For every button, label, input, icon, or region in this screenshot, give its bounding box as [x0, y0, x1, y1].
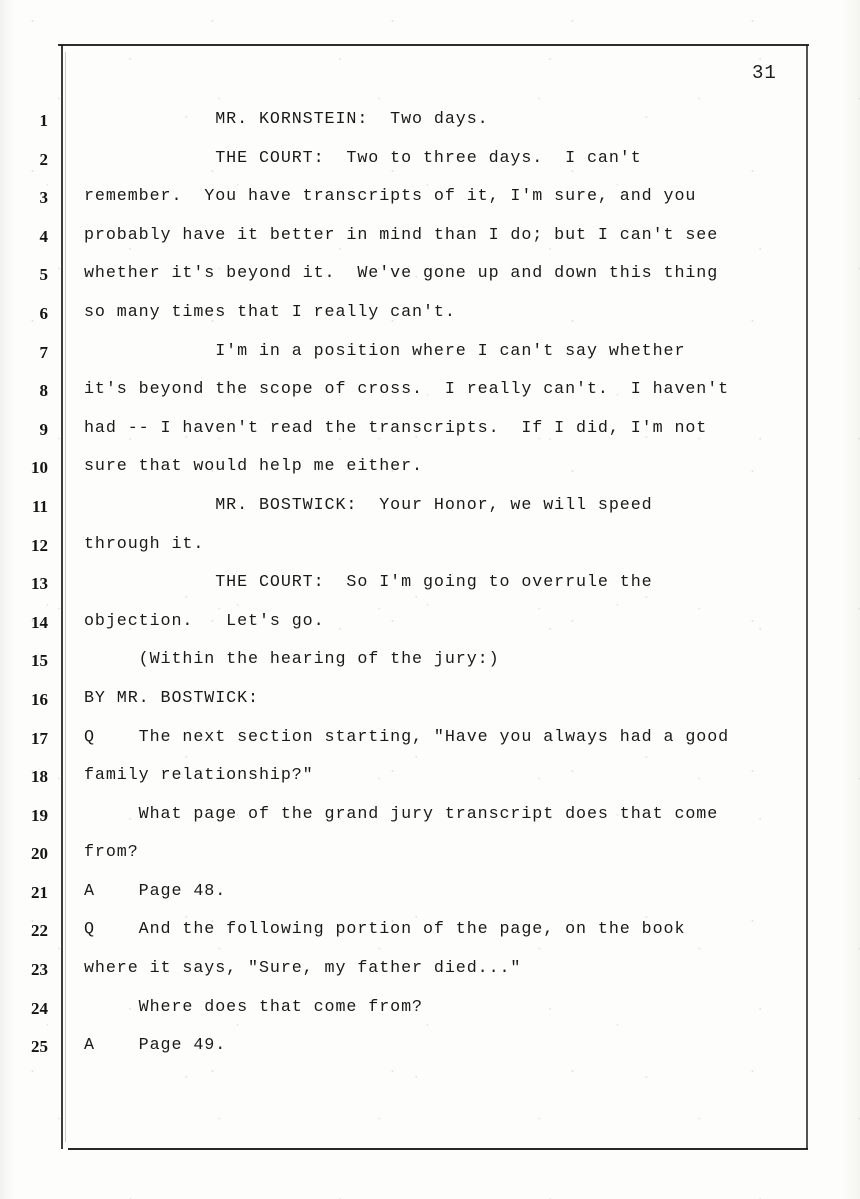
- transcript-line: [0, 147, 860, 186]
- transcript-line: [0, 494, 860, 533]
- line-number: 12: [31, 535, 48, 555]
- line-number: 18: [31, 767, 48, 787]
- line-number: 3: [39, 188, 48, 208]
- line-number: 19: [31, 805, 48, 825]
- transcript-line: [0, 108, 860, 147]
- line-number: 7: [39, 342, 48, 362]
- transcript-line: [0, 378, 860, 417]
- line-text: THE COURT: So I'm going to overrule the: [84, 573, 653, 593]
- transcript-body: [0, 108, 860, 1073]
- line-text: A Page 49.: [84, 1036, 227, 1056]
- line-number: 25: [31, 1037, 48, 1057]
- line-text: THE COURT: Two to three days. I can't: [84, 148, 642, 168]
- line-number: 14: [31, 612, 48, 632]
- page-frame-bottom-rule: [68, 1148, 808, 1150]
- transcript-line: [0, 764, 860, 803]
- line-number: 13: [31, 574, 48, 594]
- line-text: it's beyond the scope of cross. I really can't. I haven't: [84, 380, 730, 400]
- transcript-line: [0, 880, 860, 919]
- line-number: 20: [31, 844, 48, 864]
- line-text: (Within the hearing of the jury:): [84, 650, 500, 670]
- transcript-line: [0, 185, 860, 224]
- line-text: Where does that come from?: [84, 997, 423, 1017]
- line-number: 17: [31, 728, 48, 748]
- transcript-line: [0, 571, 860, 610]
- line-text: where it says, "Sure, my father died...": [84, 959, 522, 979]
- transcript-line: [0, 417, 860, 456]
- line-text: so many times that I really can't.: [84, 302, 456, 322]
- line-number: 6: [39, 303, 48, 323]
- line-number: 2: [39, 149, 48, 169]
- transcript-line: [0, 996, 860, 1035]
- transcript-line: [0, 533, 860, 572]
- line-number: 15: [31, 651, 48, 671]
- page-frame-top-rule: [58, 44, 809, 46]
- line-text: remember. You have transcripts of it, I'm sure, and you: [84, 187, 697, 207]
- line-text: had -- I haven't read the transcripts. If I did, I'm not: [84, 418, 708, 438]
- line-text: from?: [84, 843, 139, 863]
- line-text: I'm in a position where I can't say whether: [84, 341, 686, 361]
- line-text: family relationship?": [84, 766, 314, 786]
- line-text: A Page 48.: [84, 881, 227, 901]
- line-text: What page of the grand jury transcript does that come: [84, 804, 719, 824]
- transcript-line: [0, 803, 860, 842]
- line-number: 9: [39, 419, 48, 439]
- transcript-line: [0, 957, 860, 996]
- line-number: 1: [39, 111, 48, 130]
- transcript-line: [0, 301, 860, 340]
- line-number: 22: [31, 921, 48, 941]
- line-number: 23: [31, 960, 48, 980]
- line-text: Q The next section starting, "Have you always had a good: [84, 727, 730, 747]
- line-text: Q And the following portion of the page, on the book: [84, 920, 686, 940]
- transcript-line: [0, 455, 860, 494]
- transcript-line: [0, 648, 860, 687]
- transcript-line: [0, 1034, 860, 1073]
- line-number: 21: [31, 882, 48, 902]
- line-text: BY MR. BOSTWICK:: [84, 688, 259, 708]
- transcript-line: [0, 841, 860, 880]
- transcript-line: [0, 687, 860, 726]
- line-number: 8: [39, 381, 48, 401]
- line-text: objection. Let's go.: [84, 611, 325, 631]
- transcript-line: [0, 262, 860, 301]
- line-number: 11: [31, 496, 48, 516]
- line-text: sure that would help me either.: [84, 457, 423, 477]
- line-number: 4: [39, 226, 48, 246]
- line-number: 24: [31, 998, 48, 1018]
- transcript-line: [0, 224, 860, 263]
- line-text: through it.: [84, 534, 205, 554]
- line-number: 10: [31, 458, 48, 478]
- line-number: 16: [31, 689, 48, 709]
- line-text: MR. KORNSTEIN: Two days.: [84, 110, 489, 129]
- line-text: MR. BOSTWICK: Your Honor, we will speed: [84, 495, 653, 515]
- transcript-line: [0, 340, 860, 379]
- transcript-line: [0, 918, 860, 957]
- line-number: 5: [39, 265, 48, 285]
- line-text: probably have it better in mind than I do; but I can't see: [84, 225, 719, 245]
- line-text: whether it's beyond it. We've gone up and down this thing: [84, 264, 719, 284]
- transcript-line: [0, 726, 860, 765]
- transcript-line: [0, 610, 860, 649]
- page-number: 31: [752, 62, 777, 84]
